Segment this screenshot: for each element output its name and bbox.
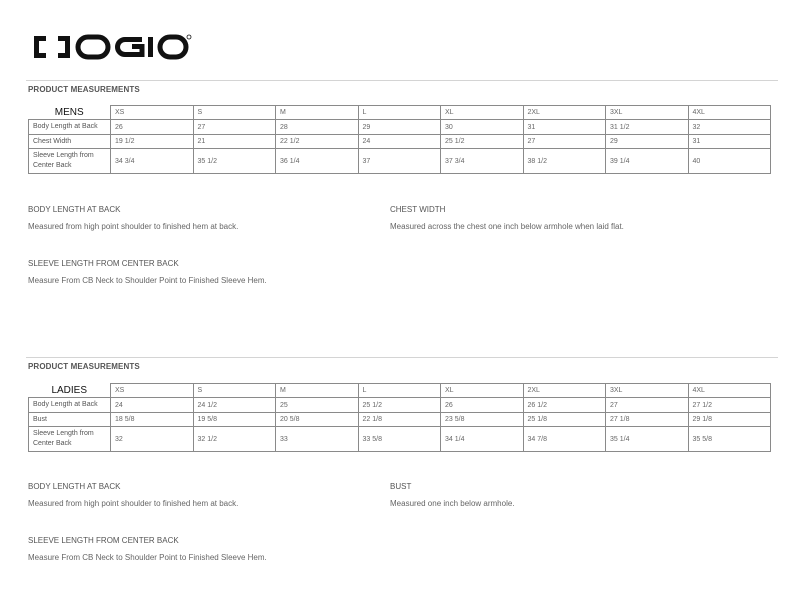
table-cell: 19 5/8 xyxy=(193,413,276,427)
definition-heading: CHEST WIDTH xyxy=(390,205,446,214)
table-cell: 39 1/4 xyxy=(606,149,689,174)
table-row xyxy=(29,427,771,452)
definition-text: Measured from high point shoulder to finished hem at back. xyxy=(28,499,239,508)
row-label: Chest Width xyxy=(29,135,111,149)
mens-size-header: M xyxy=(276,106,359,120)
table-row xyxy=(29,398,771,413)
definition-text: Measure From CB Neck to Shoulder Point to Finished Sleeve Hem. xyxy=(28,553,267,562)
table-cell: 27 1/2 xyxy=(688,398,771,413)
table-cell: 35 1/4 xyxy=(606,427,689,452)
row-label: Body Length at Back xyxy=(29,120,111,135)
definition-heading: BUST xyxy=(390,482,412,491)
row-label: Sleeve Length from Center Back xyxy=(29,149,111,174)
table-cell: 28 xyxy=(276,120,359,135)
table-cell: 34 3/4 xyxy=(111,149,194,174)
definition-text: Measured from high point shoulder to finished hem at back. xyxy=(28,222,239,231)
ogio-logo-mark xyxy=(32,33,192,61)
table-cell: 37 xyxy=(358,149,441,174)
ladies-size-header: S xyxy=(193,384,276,398)
mens-size-header: 2XL xyxy=(523,106,606,120)
table-cell: 34 7/8 xyxy=(523,427,606,452)
table-cell: 29 xyxy=(358,120,441,135)
table-cell: 24 xyxy=(358,135,441,149)
mens-size-header: XS xyxy=(111,106,194,120)
table-cell: 31 xyxy=(688,135,771,149)
mens-table-label: MENS xyxy=(29,106,111,120)
table-cell: 22 1/2 xyxy=(276,135,359,149)
table-cell: 37 3/4 xyxy=(441,149,524,174)
definition-heading: SLEEVE LENGTH FROM CENTER BACK xyxy=(28,536,179,545)
mens-size-header: S xyxy=(193,106,276,120)
table-cell: 32 xyxy=(111,427,194,452)
table-cell: 29 1/8 xyxy=(688,413,771,427)
definition-text: Measure From CB Neck to Shoulder Point to Finished Sleeve Hem. xyxy=(28,276,267,285)
definition-heading: BODY LENGTH AT BACK xyxy=(28,205,121,214)
table-cell: 32 1/2 xyxy=(193,427,276,452)
table-cell: 25 1/8 xyxy=(523,413,606,427)
mens-section-title: PRODUCT MEASUREMENTS xyxy=(28,85,140,94)
table-cell: 40 xyxy=(688,149,771,174)
row-label: Sleeve Length from Center Back xyxy=(29,427,111,452)
divider-top xyxy=(26,80,778,81)
definition-text: Measured across the chest one inch below armhole when laid flat. xyxy=(390,222,624,231)
table-cell: 29 xyxy=(606,135,689,149)
ladies-header-row xyxy=(29,384,771,398)
row-label: Bust xyxy=(29,413,111,427)
definition-heading: SLEEVE LENGTH FROM CENTER BACK xyxy=(28,259,179,268)
table-cell: 34 1/4 xyxy=(441,427,524,452)
table-cell: 38 1/2 xyxy=(523,149,606,174)
table-cell: 26 xyxy=(441,398,524,413)
table-cell: 33 xyxy=(276,427,359,452)
table-cell: 25 xyxy=(276,398,359,413)
mens-size-header: 3XL xyxy=(606,106,689,120)
table-cell: 24 1/2 xyxy=(193,398,276,413)
table-cell: 21 xyxy=(193,135,276,149)
ladies-size-header: XS xyxy=(111,384,194,398)
definition-text: Measured one inch below armhole. xyxy=(390,499,515,508)
table-cell: 27 xyxy=(523,135,606,149)
ladies-size-header: 4XL xyxy=(688,384,771,398)
table-cell: 22 1/8 xyxy=(358,413,441,427)
ladies-size-header: XL xyxy=(441,384,524,398)
ladies-size-header: 2XL xyxy=(523,384,606,398)
table-cell: 31 xyxy=(523,120,606,135)
table-cell: 19 1/2 xyxy=(111,135,194,149)
definition-heading: BODY LENGTH AT BACK xyxy=(28,482,121,491)
ladies-size-header: L xyxy=(358,384,441,398)
table-cell: 30 xyxy=(441,120,524,135)
mens-size-header: L xyxy=(358,106,441,120)
ladies-section-title: PRODUCT MEASUREMENTS xyxy=(28,362,140,371)
table-cell: 27 xyxy=(606,398,689,413)
table-cell: 25 1/2 xyxy=(441,135,524,149)
ladies-size-header: 3XL xyxy=(606,384,689,398)
table-cell: 33 5/8 xyxy=(358,427,441,452)
table-cell: 27 1/8 xyxy=(606,413,689,427)
table-row xyxy=(29,149,771,174)
mens-size-table xyxy=(28,105,771,174)
table-cell: 32 xyxy=(688,120,771,135)
ladies-size-table xyxy=(28,383,771,452)
table-cell: 23 5/8 xyxy=(441,413,524,427)
ladies-table-label: LADIES xyxy=(29,384,111,398)
table-cell: 36 1/4 xyxy=(276,149,359,174)
mens-size-header: XL xyxy=(441,106,524,120)
table-cell: 26 1/2 xyxy=(523,398,606,413)
table-row xyxy=(29,135,771,149)
ogio-logo xyxy=(32,33,192,61)
mens-size-header: 4XL xyxy=(688,106,771,120)
ladies-size-header: M xyxy=(276,384,359,398)
table-row xyxy=(29,413,771,427)
table-cell: 31 1/2 xyxy=(606,120,689,135)
table-cell: 26 xyxy=(111,120,194,135)
table-cell: 25 1/2 xyxy=(358,398,441,413)
table-cell: 24 xyxy=(111,398,194,413)
table-cell: 20 5/8 xyxy=(276,413,359,427)
row-label: Body Length at Back xyxy=(29,398,111,413)
table-row xyxy=(29,120,771,135)
divider-middle xyxy=(26,357,778,358)
table-cell: 27 xyxy=(193,120,276,135)
table-cell: 35 5/8 xyxy=(688,427,771,452)
mens-header-row xyxy=(29,106,771,120)
table-cell: 35 1/2 xyxy=(193,149,276,174)
table-cell: 18 5/8 xyxy=(111,413,194,427)
